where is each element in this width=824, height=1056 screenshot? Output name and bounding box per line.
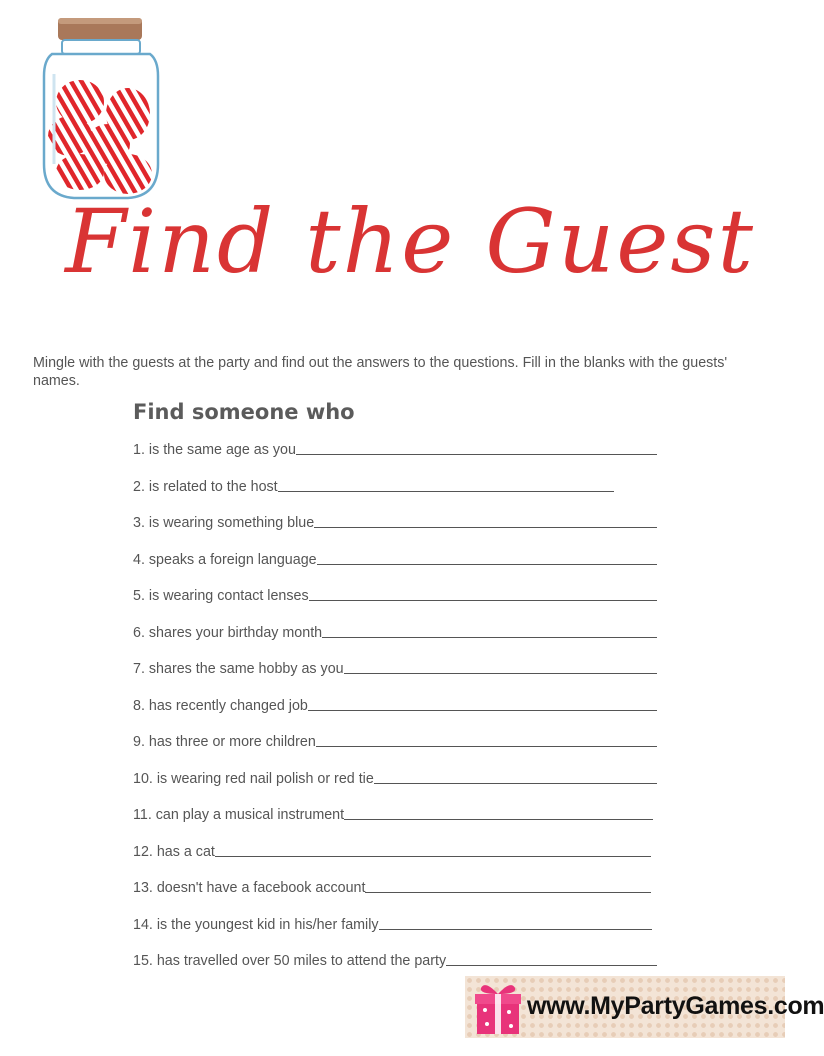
question-text: 2. is related to the host <box>133 478 278 495</box>
answer-blank[interactable] <box>314 526 657 528</box>
section-heading: Find someone who <box>133 400 355 424</box>
question-row <box>133 949 657 969</box>
answer-blank[interactable] <box>379 928 652 930</box>
question-text: 6. shares your birthday month <box>133 624 323 641</box>
answer-blank[interactable] <box>446 964 657 966</box>
question-text: 12. has a cat <box>133 843 215 860</box>
answer-blank[interactable] <box>322 636 657 638</box>
website-url: www.MyPartyGames.com <box>527 992 824 1020</box>
answer-blank[interactable] <box>309 599 657 601</box>
answer-blank[interactable] <box>374 782 657 784</box>
question-text: 9. has three or more children <box>133 734 316 750</box>
page-title-text: Find the Guest <box>65 190 755 293</box>
question-row <box>133 876 651 896</box>
answer-blank[interactable] <box>344 672 657 674</box>
question-row <box>133 548 657 568</box>
question-row <box>133 438 657 458</box>
question-text: 15. has travelled over 50 miles to attend the party <box>133 953 447 969</box>
answer-blank[interactable] <box>365 891 651 893</box>
question-text: 13. doesn't have a facebook account <box>133 880 366 896</box>
question-row <box>133 584 657 604</box>
question-text: 14. is the youngest kid in his/her family <box>133 916 379 933</box>
question-row <box>133 621 657 641</box>
question-text: 1. is the same age as you <box>133 442 296 458</box>
question-row <box>133 511 657 531</box>
gift-box-icon <box>473 978 523 1036</box>
question-row <box>133 767 657 787</box>
instructions-text: Mingle with the guests at the party and find out the answers to the questions. Fill in the blanks with the guests' names. <box>33 355 728 389</box>
candy-jar-icon <box>40 14 162 202</box>
question-row <box>133 475 614 495</box>
answer-blank[interactable] <box>215 855 651 857</box>
question-text: 10. is wearing red nail polish or red tie <box>133 770 374 787</box>
answer-blank[interactable] <box>278 490 614 492</box>
question-text: 4. speaks a foreign language <box>133 551 317 568</box>
answer-blank[interactable] <box>317 563 657 565</box>
question-row <box>133 840 651 860</box>
answer-blank[interactable] <box>308 709 657 711</box>
question-text: 11. can play a musical instrument <box>133 807 345 823</box>
page-title <box>65 190 755 310</box>
answer-blank[interactable] <box>316 745 657 747</box>
question-row <box>133 913 652 933</box>
question-text: 8. has recently changed job <box>133 697 308 714</box>
question-text: 3. is wearing something blue <box>133 515 315 531</box>
website-banner <box>465 976 824 1038</box>
question-text: 5. is wearing contact lenses <box>133 588 309 604</box>
answer-blank[interactable] <box>296 453 657 455</box>
question-text: 7. shares the same hobby as you <box>133 661 344 677</box>
answer-blank[interactable] <box>344 818 653 820</box>
question-row <box>133 803 653 823</box>
question-row <box>133 730 657 750</box>
question-row <box>133 657 657 677</box>
question-row <box>133 694 657 714</box>
